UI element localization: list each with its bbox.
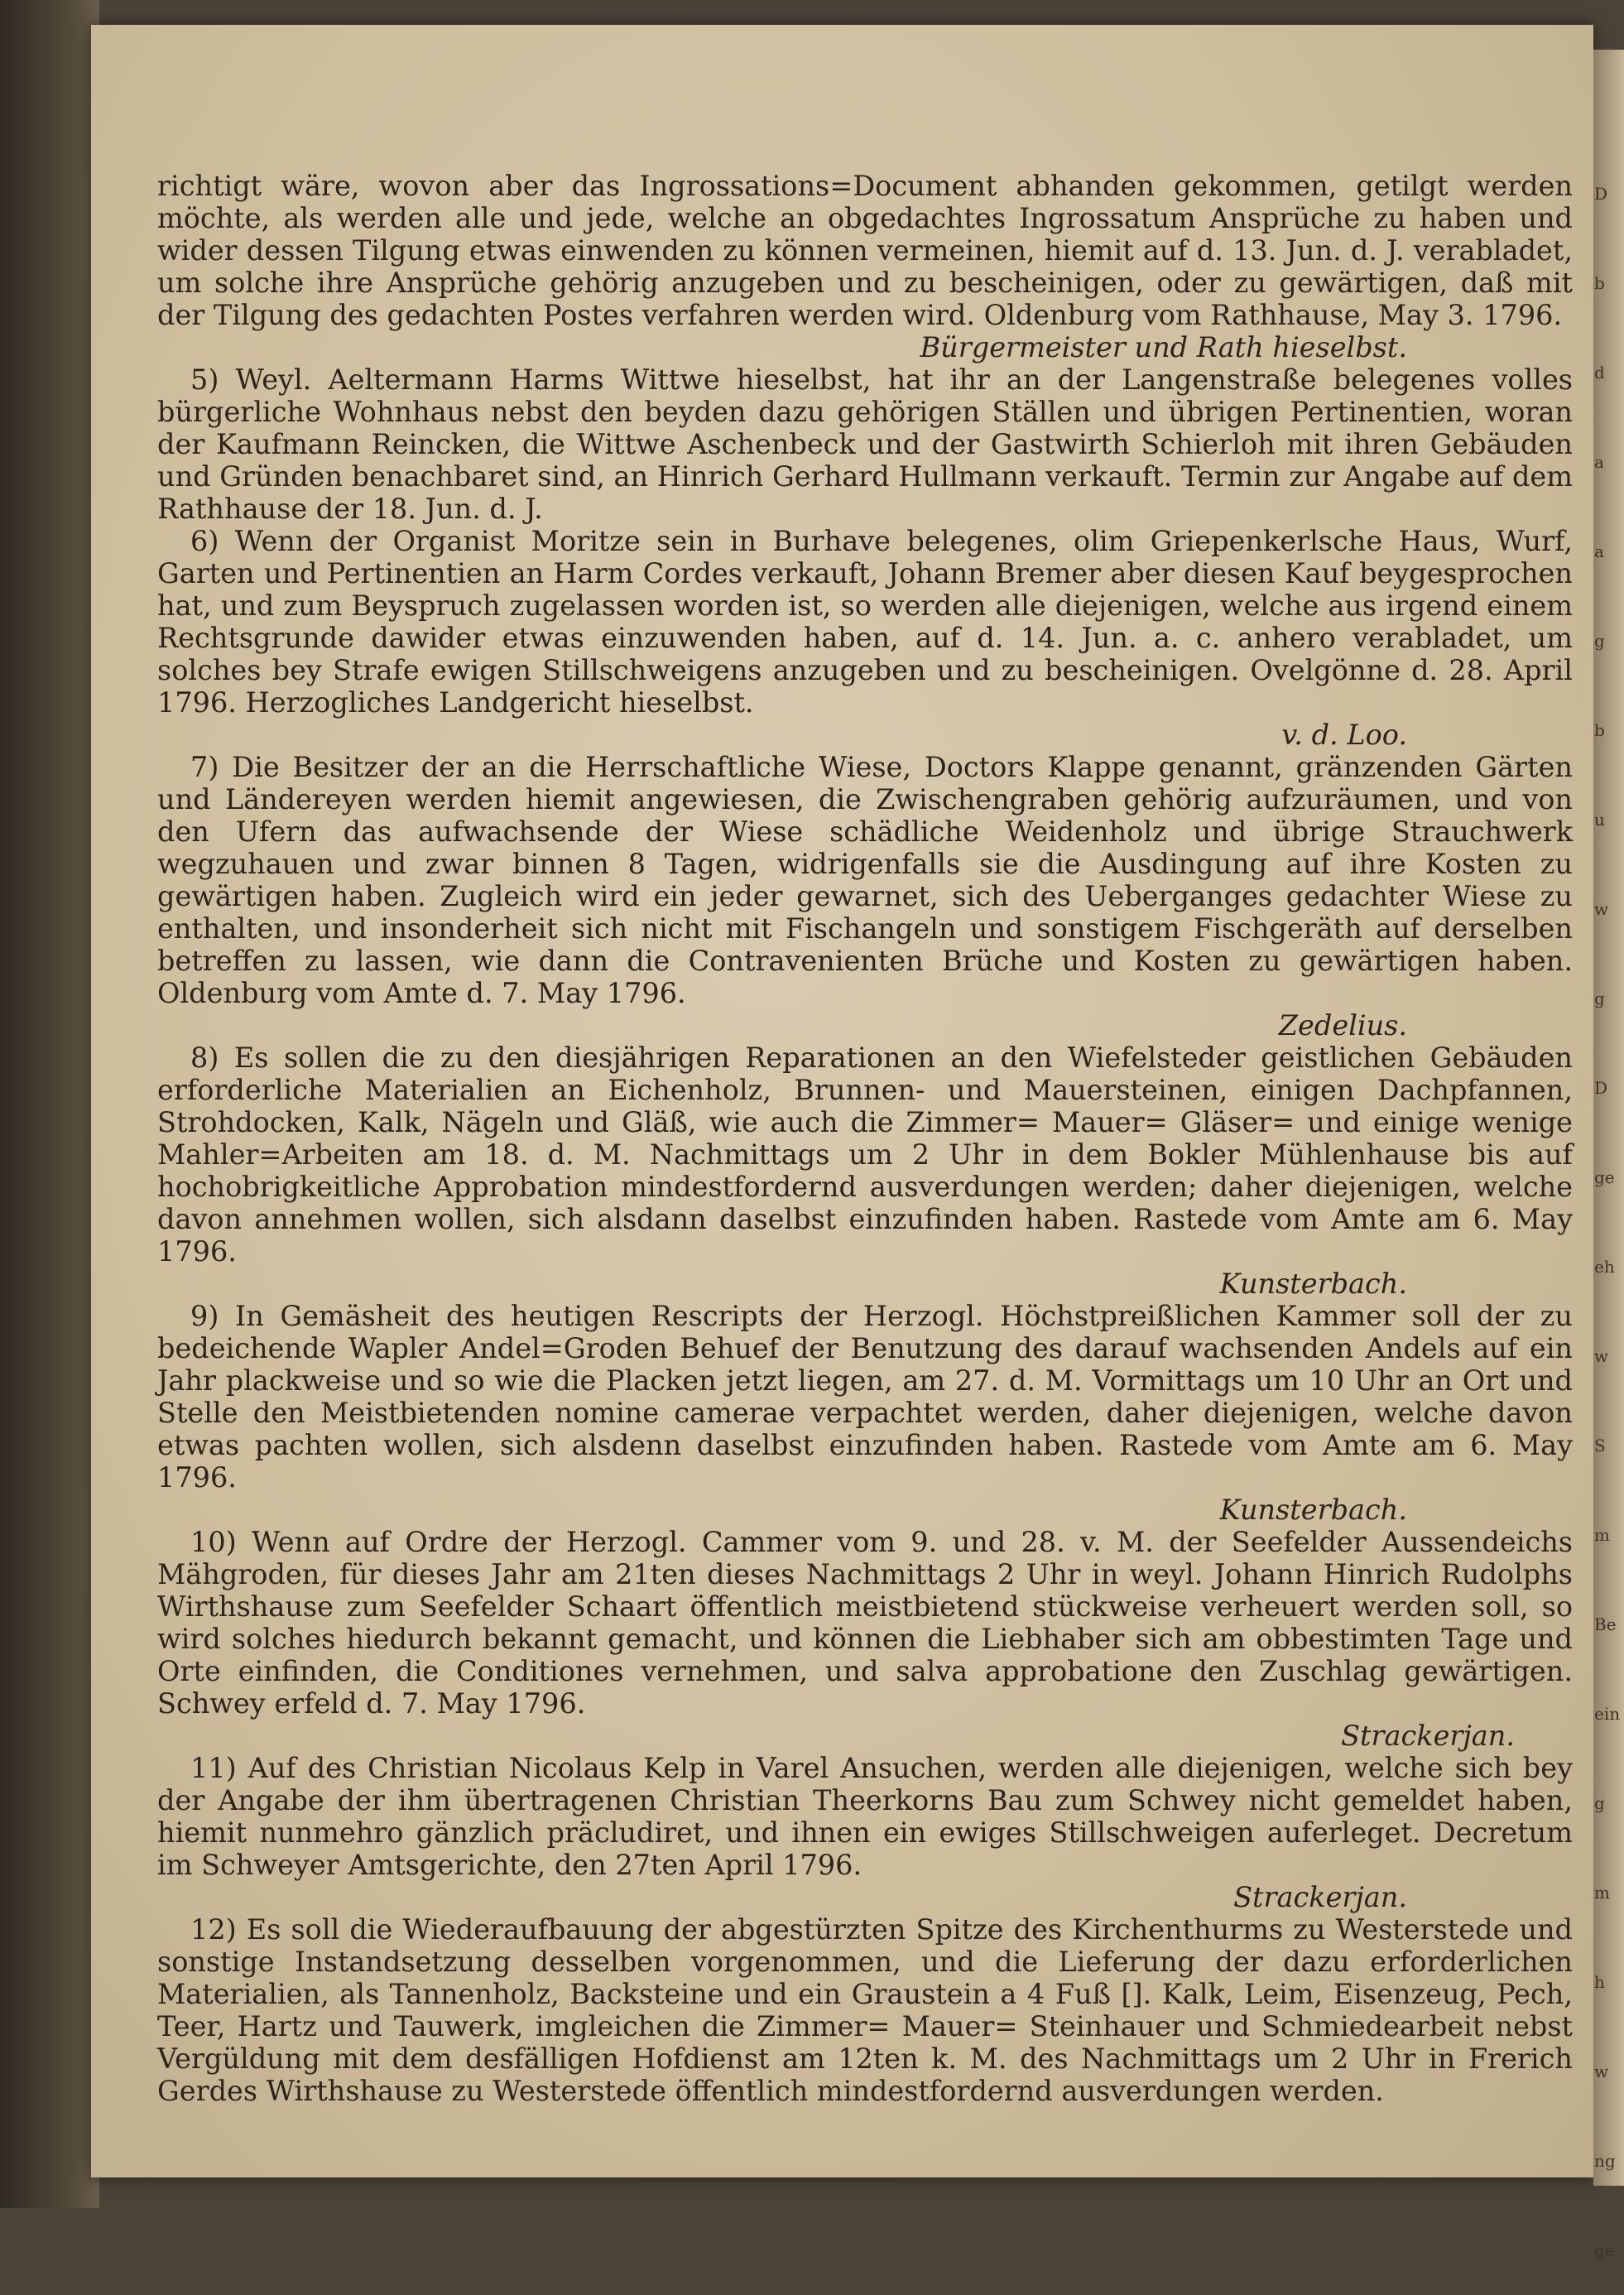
notice-item-5 bbox=[157, 363, 1573, 525]
notice-signature: Kunsterbach. bbox=[1219, 1268, 1407, 1300]
adjacent-page-fragments bbox=[1594, 149, 1624, 2295]
edge-fragment: ge bbox=[1594, 2240, 1615, 2260]
notice-item-4 bbox=[157, 170, 1573, 363]
notice-item-11 bbox=[157, 1752, 1573, 1913]
notice-text: 11) Auf des Christian Nicolaus Kelp in Varel Ansuchen, werden alle diejenigen, welche sich bey der Angabe der ihm übertragenen Christian Theerkorns Bau zum Schwey nicht gemeldet haben, hiemit nunmehro gänzlich präcludiret, und ihnen ein ewiges Stillschweigen auferleget. Decretum im Schweyer Amtsgerichte, den 27ten April 1796. bbox=[157, 1752, 1573, 1881]
edge-fragment: w bbox=[1594, 899, 1609, 919]
edge-fragment: S bbox=[1594, 1436, 1606, 1455]
edge-fragment: b bbox=[1594, 273, 1605, 293]
edge-fragment: D bbox=[1594, 1078, 1608, 1098]
notice-item-8 bbox=[157, 1042, 1573, 1300]
edge-fragment: w bbox=[1594, 2062, 1609, 2081]
notice-text: 10) Wenn auf Ordre der Herzogl. Cammer vom 9. und 28. v. M. der Seefelder Aussendeichs Mähgroden, für dieses Jahr am 21ten dieses Nachmittags 2 Uhr in weyl. Johann Hinrich Rudolphs Wirthshause zum Seefelder Schaart öffentlich meistbietend stückweise verheuert werden soll, so wird solches hiedurch bekannt gemacht, und können die Liebhaber sich am obbestimten Tage und Orte einfinden, die Conditiones vernehmen, und salva approbatione den Zuschlag gewärtigen. Schwey erfeld d. 7. May 1796. bbox=[157, 1526, 1573, 1720]
edge-fragment: m bbox=[1594, 1525, 1610, 1545]
edge-fragment: w bbox=[1594, 1346, 1609, 1366]
book-spine-shadow bbox=[0, 0, 99, 2208]
edge-fragment: b bbox=[1594, 720, 1605, 740]
notice-text: 9) In Gemäsheit des heutigen Rescripts der Herzogl. Höchstpreißlichen Kammer soll der zu bedeichende Wapler Andel=Groden Behuef der Benutzung des darauf wachsenden Andels auf ein Jahr plackweise und so wie die Placken jetzt liegen, am 27. d. M. Vormittags um 10 Uhr an Ort und Stelle den Meistbietenden nomine camerae verpachtet werden, daher diejenigen, welche davon etwas pachten wollen, sich alsdenn daselbst einzufinden haben. Rastede vom Amte am 6. May 1796. bbox=[157, 1300, 1573, 1494]
edge-fragment: u bbox=[1594, 810, 1605, 830]
notice-item-12 bbox=[157, 1913, 1573, 2107]
edge-fragment: g bbox=[1594, 631, 1605, 651]
edge-fragment: g bbox=[1594, 1793, 1605, 1813]
edge-fragment: a bbox=[1594, 452, 1604, 472]
notice-item-10 bbox=[157, 1526, 1573, 1752]
notice-text: 5) Weyl. Aeltermann Harms Wittwe hieselbst, hat ihr an der Langenstraße belegenes volles bürgerliche Wohnhaus nebst den beyden dazu gehörigen Ställen und übrigen Pertinentien, woran der Kaufmann Reincken, die Wittwe Aschenbeck und der Gastwirth Schierloh mit ihren Gebäuden und Gründen benachbaret sind, an Hinrich Gerhard Hullmann verkauft. Termin zur Angabe auf dem Rathhause der 18. Jun. d. J. bbox=[157, 363, 1573, 525]
notice-signature: v. d. Loo. bbox=[1281, 719, 1407, 751]
notice-item-6 bbox=[157, 525, 1573, 751]
notice-text: 12) Es soll die Wiederaufbauung der abgestürzten Spitze des Kirchenthurms zu Westerstede und sonstige Instandsetzung desselben vorgenommen, und die Lieferung der dazu erforderlichen Materialien, als Tannenholz, Backsteine und ein Graustein a 4 Fuß []. Kalk, Leim, Eisenzeug, Pech, Teer, Hartz und Tauwerk, imgleichen die Zimmer= Mauer= Steinhauer und Schmiedearbeit nebst Vergüldung mit dem desfälligen Hofdienst am 12ten k. M. des Nachmittags um 2 Uhr in Frerich Gerdes Wirthshause zu Westerstede öffentlich mindestfordernd ausverdungen werden. bbox=[157, 1913, 1573, 2107]
notice-item-7 bbox=[157, 751, 1573, 1042]
edge-fragment: g bbox=[1594, 989, 1605, 1008]
edge-fragment: m bbox=[1594, 1883, 1610, 1903]
edge-fragment: ein bbox=[1594, 1704, 1621, 1724]
edge-fragment: D bbox=[1594, 184, 1608, 204]
edge-fragment: ge bbox=[1594, 1167, 1615, 1187]
edge-fragment: h bbox=[1594, 1972, 1605, 1992]
notice-signature: Zedelius. bbox=[1278, 1009, 1407, 1042]
edge-fragment: Be bbox=[1594, 1614, 1617, 1634]
notice-signature: Strackerjan. bbox=[1233, 1881, 1407, 1913]
edge-fragment: ng bbox=[1594, 2151, 1616, 2171]
announcement-column bbox=[157, 170, 1573, 2107]
notice-text: 6) Wenn der Organist Moritze sein in Burhave belegenes, olim Griepenkerlsche Haus, Wurf, Garten und Pertinentien an Harm Cordes verkauft, Johann Bremer aber diesen Kauf beygesprochen hat, und zum Beyspruch zugelassen worden ist, so werden alle diejenigen, welche aus irgend einem Rechtsgrunde dawider etwas einzuwenden haben, auf d. 14. Jun. a. c. anhero verabladet, um solches bey Strafe ewigen Stillschweigens anzugeben und zu bescheinigen. Ovelgönne d. 28. April 1796. Herzogliches Landgericht hieselbst. bbox=[157, 525, 1573, 719]
notice-text: 7) Die Besitzer der an die Herrschaftliche Wiese, Doctors Klappe genannt, gränzenden Gärten und Ländereyen werden hiemit angewiesen, die Zwischengraben gehörig aufzuräumen, und von den Ufern das aufwachsende der Wiese schädliche Weidenholz und übrige Strauchwerk wegzuhauen und zwar binnen 8 Tagen, widrigenfalls sie die Ausdingung auf ihre Kosten zu gewärtigen haben. Zugleich wird ein jeder gewarnet, sich des Ueberganges gedachter Wiese zu enthalten, und insonderheit sich nicht mit Fischangeln und sonstigem Fischgeräth auf derselben betreffen zu lassen, wie dann die Contravenienten Brüche und Kosten zu gewärtigen haben. Oldenburg vom Amte d. 7. May 1796. bbox=[157, 751, 1573, 1009]
edge-fragment: d bbox=[1594, 363, 1605, 382]
notice-item-9 bbox=[157, 1300, 1573, 1526]
edge-fragment: a bbox=[1594, 541, 1604, 561]
notice-text: 8) Es sollen die zu den diesjährigen Reparationen an den Wiefelsteder geistlichen Gebäuden erforderliche Materialien an Eichenholz, Brunnen- und Mauersteinen, einigen Dachpfannen, Strohdocken, Kalk, Nägeln und Gläß, wie auch die Zimmer= Mauer= Gläser= und einige wenige Mahler=Arbeiten am 18. d. M. Nachmittags um 2 Uhr in dem Bokler Mühlenhause bis auf hochobrigkeitliche Approbation mindestfordernd ausverdungen werden; daher diejenigen, welche davon annehmen wollen, sich alsdann daselbst einzufinden haben. Rastede vom Amte am 6. May 1796. bbox=[157, 1042, 1573, 1268]
edge-fragment: eh bbox=[1594, 1257, 1615, 1277]
notice-signature: Strackerjan. bbox=[1341, 1720, 1515, 1752]
notice-text: richtigt wäre, wovon aber das Ingrossations=Document abhanden gekommen, getilgt werden möchte, als werden alle und jede, welche an obgedachtes Ingrossatum Ansprüche zu haben und wider dessen Tilgung etwas einwenden zu können vermeinen, hiemit auf d. 13. Jun. d. J. verabladet, um solche ihre Ansprüche gehörig anzugeben und zu bescheinigen, oder zu gewärtigen, daß mit der Tilgung des gedachten Postes verfahren werden wird. Oldenburg vom Rathhause, May 3. 1796. bbox=[157, 170, 1573, 331]
notice-signature: Bürgermeister und Rath hieselbst. bbox=[920, 331, 1407, 363]
notice-signature: Kunsterbach. bbox=[1219, 1494, 1407, 1526]
